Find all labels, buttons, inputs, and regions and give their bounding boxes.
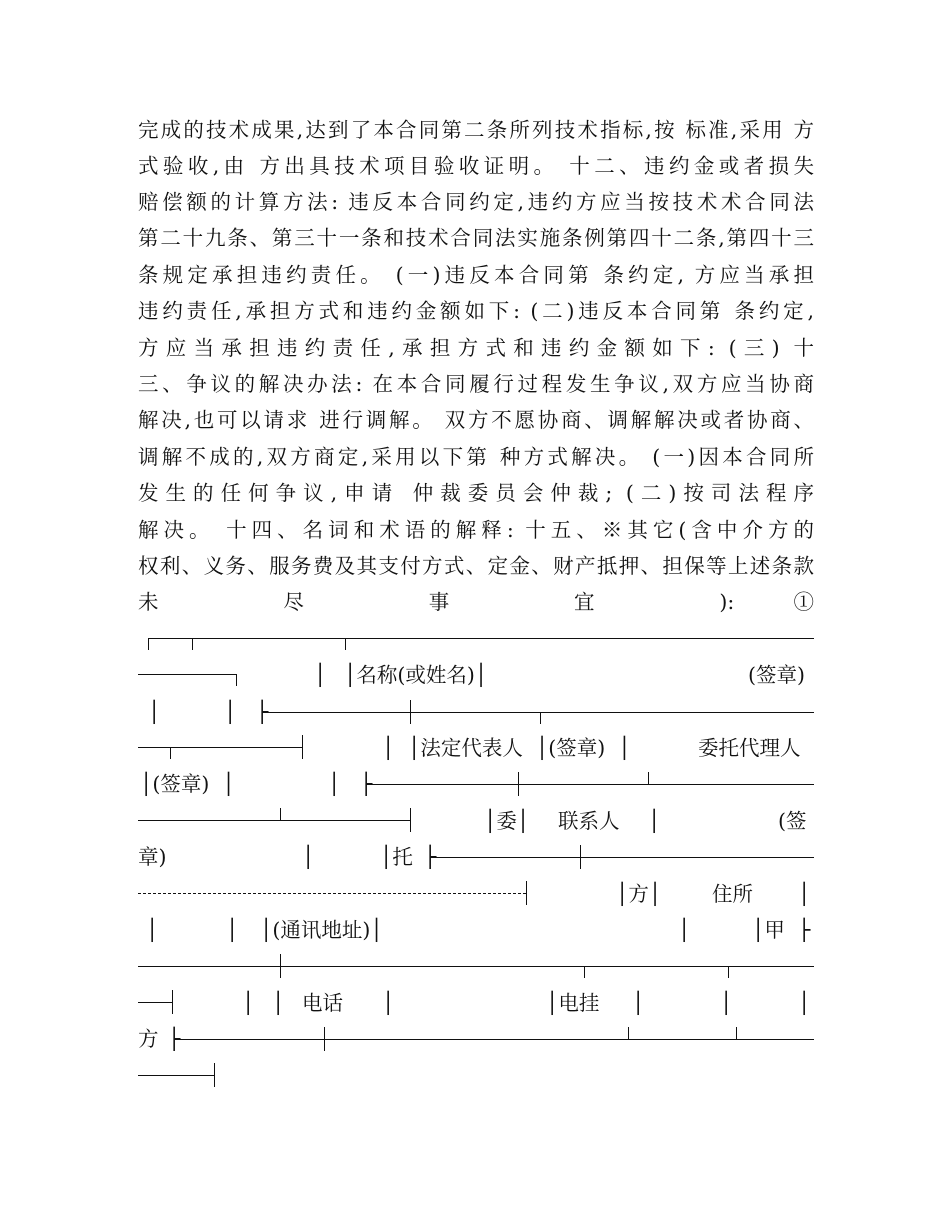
table-tick [280,954,281,978]
table-tick [192,638,193,650]
table-row: 章) │ │托 ├ [138,839,814,875]
agent-label: 委托代理人 [698,736,801,760]
table-row: │ │ │(通讯地址)│ │ │甲 ├ [138,912,814,948]
signature-label: (签 [778,809,807,833]
table-row: │委│ 联系人 │ (签 [138,803,814,839]
party-char: 方 [138,1027,159,1051]
table-tick [345,638,346,650]
paragraph-line: 方应当承担违约责任,承担方式和违约金额如下: (三) 十 [138,336,814,360]
party-char: │甲 [752,918,785,942]
table-tick [736,1027,737,1039]
table-rule [366,784,814,785]
table-rule [148,638,814,639]
paragraph-line: 式验收,由 方出具技术项目验收证明。 十二、违约金或者损失 [138,154,814,178]
table-tick [148,638,149,650]
paragraph-line: 调解不成的,双方商定,采用以下第 种方式解决。 (一)因本合同所 [138,445,814,469]
table-rule [262,712,814,713]
entrust-char: │委│ [484,809,530,833]
paragraph-line: 完成的技术成果,达到了本合同第二条所列技术指标,按 标准,采用 方 [138,118,814,142]
table-rule [174,1039,814,1040]
name-label: │名称(或姓名)│ [344,663,488,687]
legal-representative-label: │法定代表人 │(签章) │ [408,736,631,760]
paragraph-line: 赔偿额的计算方法: 违反本合同约定,违约方应当按技术术合同法 [138,190,814,214]
entrust-char: │托 [380,845,413,869]
table-row: │ │ 电话 │ │电挂 │ │ │ [138,985,814,1021]
paragraph-line: 解决。 十四、名词和术语的解释: 十五、※其它(含中介方的 [138,518,814,542]
contact-label: 联系人 [558,809,620,833]
address-sub-label: │(通讯地址)│ [260,918,383,942]
table-tick [728,966,729,978]
table-row: │ │ ├ [148,700,269,724]
table-row: │ │法定代表人 │(签章) │ 委托代理人 [138,730,814,766]
paragraph-line: 权利、义务、服务费及其支付方式、定金、财产抵押、担保等上述条款 [138,554,814,578]
table-row: │ │名称(或姓名)│ (签章) [138,657,814,693]
table-tick [580,845,581,869]
table-rule [430,857,814,858]
table-tick [324,1027,325,1051]
paragraph-line: 发生的任何争议,申请 仲裁委员会仲裁; (二)按司法程序 [138,481,814,505]
phone-label: 电话 [302,991,343,1015]
address-label: 住所 [712,882,753,906]
signature-label: 章) [138,845,167,869]
signature-label: (签章) [748,663,805,687]
table-rule [138,1075,214,1076]
table-tick [518,772,519,796]
table-tick [628,1027,629,1039]
table-tick [410,700,411,724]
telex-label: │电挂 [546,991,600,1015]
table-row: │方│ 住所 │ [138,876,814,912]
paragraph-line: 三、争议的解决办法: 在本合同履行过程发生争议,双方应当协商 [138,372,814,396]
table-rule [138,966,814,967]
paragraph-line: 条规定承担违约责任。 (一)违反本合同第 条约定, 方应当承担 [138,263,814,287]
party-char: │方│ [616,882,662,906]
paragraph-line: 违约责任,承担方式和违约金额如下: (二)违反本合同第 条约定, [138,299,814,323]
table-tick [584,966,585,978]
paragraph-line: 解决,也可以请求 进行调解。 双方不愿协商、调解解决或者协商、 [138,408,814,432]
table-row: │(签章) │ │ ├ [138,766,814,802]
paragraph-line: 未 尽 事 宜 ):① [138,590,814,614]
paragraph-line: 第二十九条、第三十一条和技术合同法实施条例第四十二条,第四十三 [138,226,814,250]
signature-label: │(签章) │ [140,772,235,796]
table-row: 方 ├ [138,1021,814,1057]
table-tick [214,1063,215,1087]
table-tick [648,772,649,784]
table-tick [540,712,541,724]
